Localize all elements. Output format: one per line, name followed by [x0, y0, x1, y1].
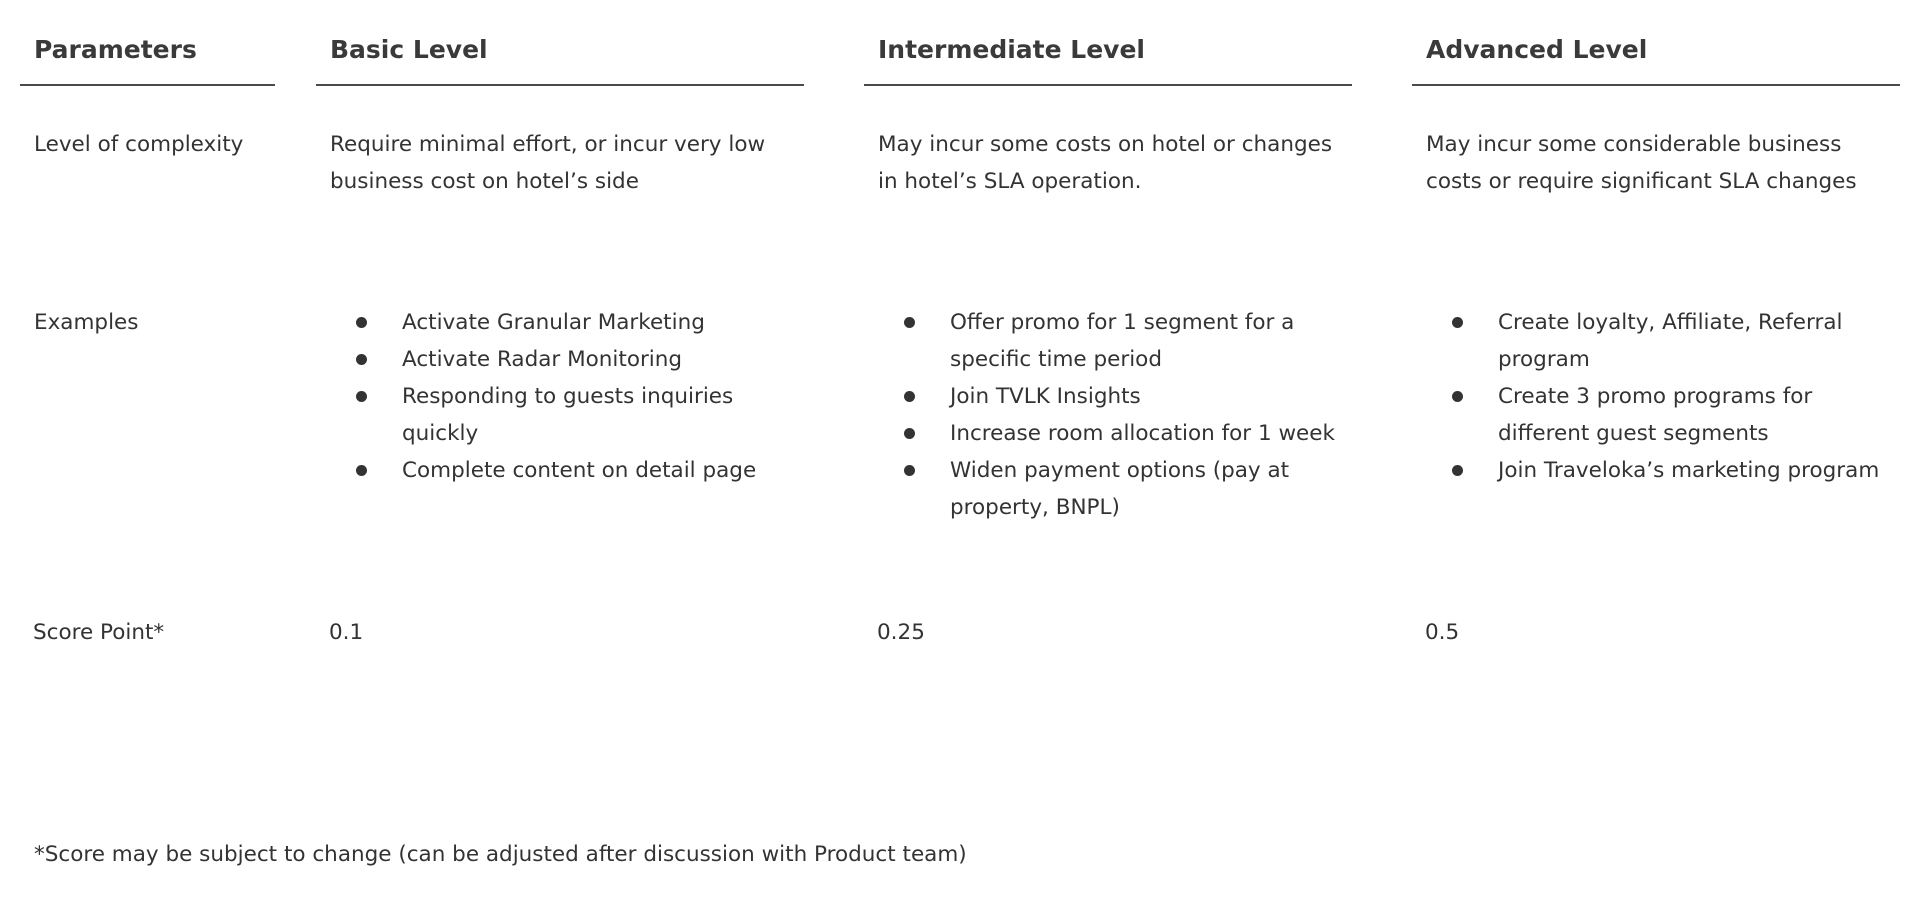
- header-intermediate-level: [864, 34, 1352, 86]
- complexity-basic: Require minimal effort, or incur very low business cost on hotel’s side: [330, 132, 766, 194]
- list-item: [878, 378, 1352, 415]
- list-item: [1426, 378, 1900, 452]
- header-parameters-label: Parameters: [34, 35, 197, 64]
- score-advanced: 0.5: [1425, 620, 1460, 645]
- bullet-icon: [356, 391, 367, 402]
- list-item-text: Activate Radar Monitoring: [402, 347, 683, 372]
- examples-intermediate: [864, 304, 1352, 526]
- list-item-text: Join Traveloka’s marketing program: [1498, 458, 1880, 483]
- examples-advanced-list: [1426, 304, 1900, 489]
- header-intermediate-level-label: Intermediate Level: [878, 35, 1145, 64]
- list-item: [878, 452, 1352, 526]
- list-item: [330, 452, 804, 489]
- list-item: [330, 304, 804, 341]
- complexity-intermediate: May incur some costs on hotel or changes in hotel’s SLA operation.: [878, 132, 1333, 194]
- list-item-text: Widen payment options (pay at property, BNPL): [950, 458, 1290, 520]
- list-item-text: Create loyalty, Affiliate, Referral program: [1498, 310, 1843, 372]
- header-advanced-level: [1412, 34, 1900, 86]
- bullet-icon: [904, 391, 915, 402]
- header-advanced-level-label: Advanced Level: [1426, 35, 1648, 64]
- score-basic: 0.1: [329, 620, 364, 645]
- header-basic-level: [316, 34, 804, 86]
- complexity-advanced: May incur some considerable business costs or require significant SLA changes: [1426, 132, 1857, 194]
- bullet-icon: [904, 465, 915, 476]
- score-intermediate: 0.25: [877, 620, 925, 645]
- list-item: [878, 304, 1352, 378]
- row-label-examples: Examples: [34, 310, 139, 335]
- bullet-icon: [904, 428, 915, 439]
- row-label-score-point: Score Point*: [33, 620, 165, 645]
- list-item-text: Increase room allocation for 1 week: [950, 421, 1335, 446]
- list-item-text: Create 3 promo programs for different guest segments: [1498, 384, 1813, 446]
- list-item-text: Complete content on detail page: [402, 458, 757, 483]
- examples-basic-list: [330, 304, 804, 489]
- header-basic-level-label: Basic Level: [330, 35, 488, 64]
- list-item: [1426, 304, 1900, 378]
- bullet-icon: [904, 317, 915, 328]
- bullet-icon: [356, 465, 367, 476]
- examples-basic: [316, 304, 804, 489]
- list-item: [330, 341, 804, 378]
- bullet-icon: [1452, 391, 1463, 402]
- bullet-icon: [356, 354, 367, 365]
- list-item: [1426, 452, 1900, 489]
- list-item: [330, 378, 804, 452]
- list-item-text: Join TVLK Insights: [950, 384, 1141, 409]
- bullet-icon: [1452, 465, 1463, 476]
- footnote: *Score may be subject to change (can be adjusted after discussion with Product team): [34, 842, 967, 867]
- examples-intermediate-list: [878, 304, 1352, 526]
- row-label-complexity: Level of complexity: [34, 132, 244, 157]
- examples-advanced: [1412, 304, 1900, 489]
- bullet-icon: [1452, 317, 1463, 328]
- list-item-text: Responding to guests inquiries quickly: [402, 384, 734, 446]
- list-item-text: Offer promo for 1 segment for a specific time period: [950, 310, 1295, 372]
- list-item: [878, 415, 1352, 452]
- bullet-icon: [356, 317, 367, 328]
- header-parameters: [20, 34, 275, 86]
- list-item-text: Activate Granular Marketing: [402, 310, 705, 335]
